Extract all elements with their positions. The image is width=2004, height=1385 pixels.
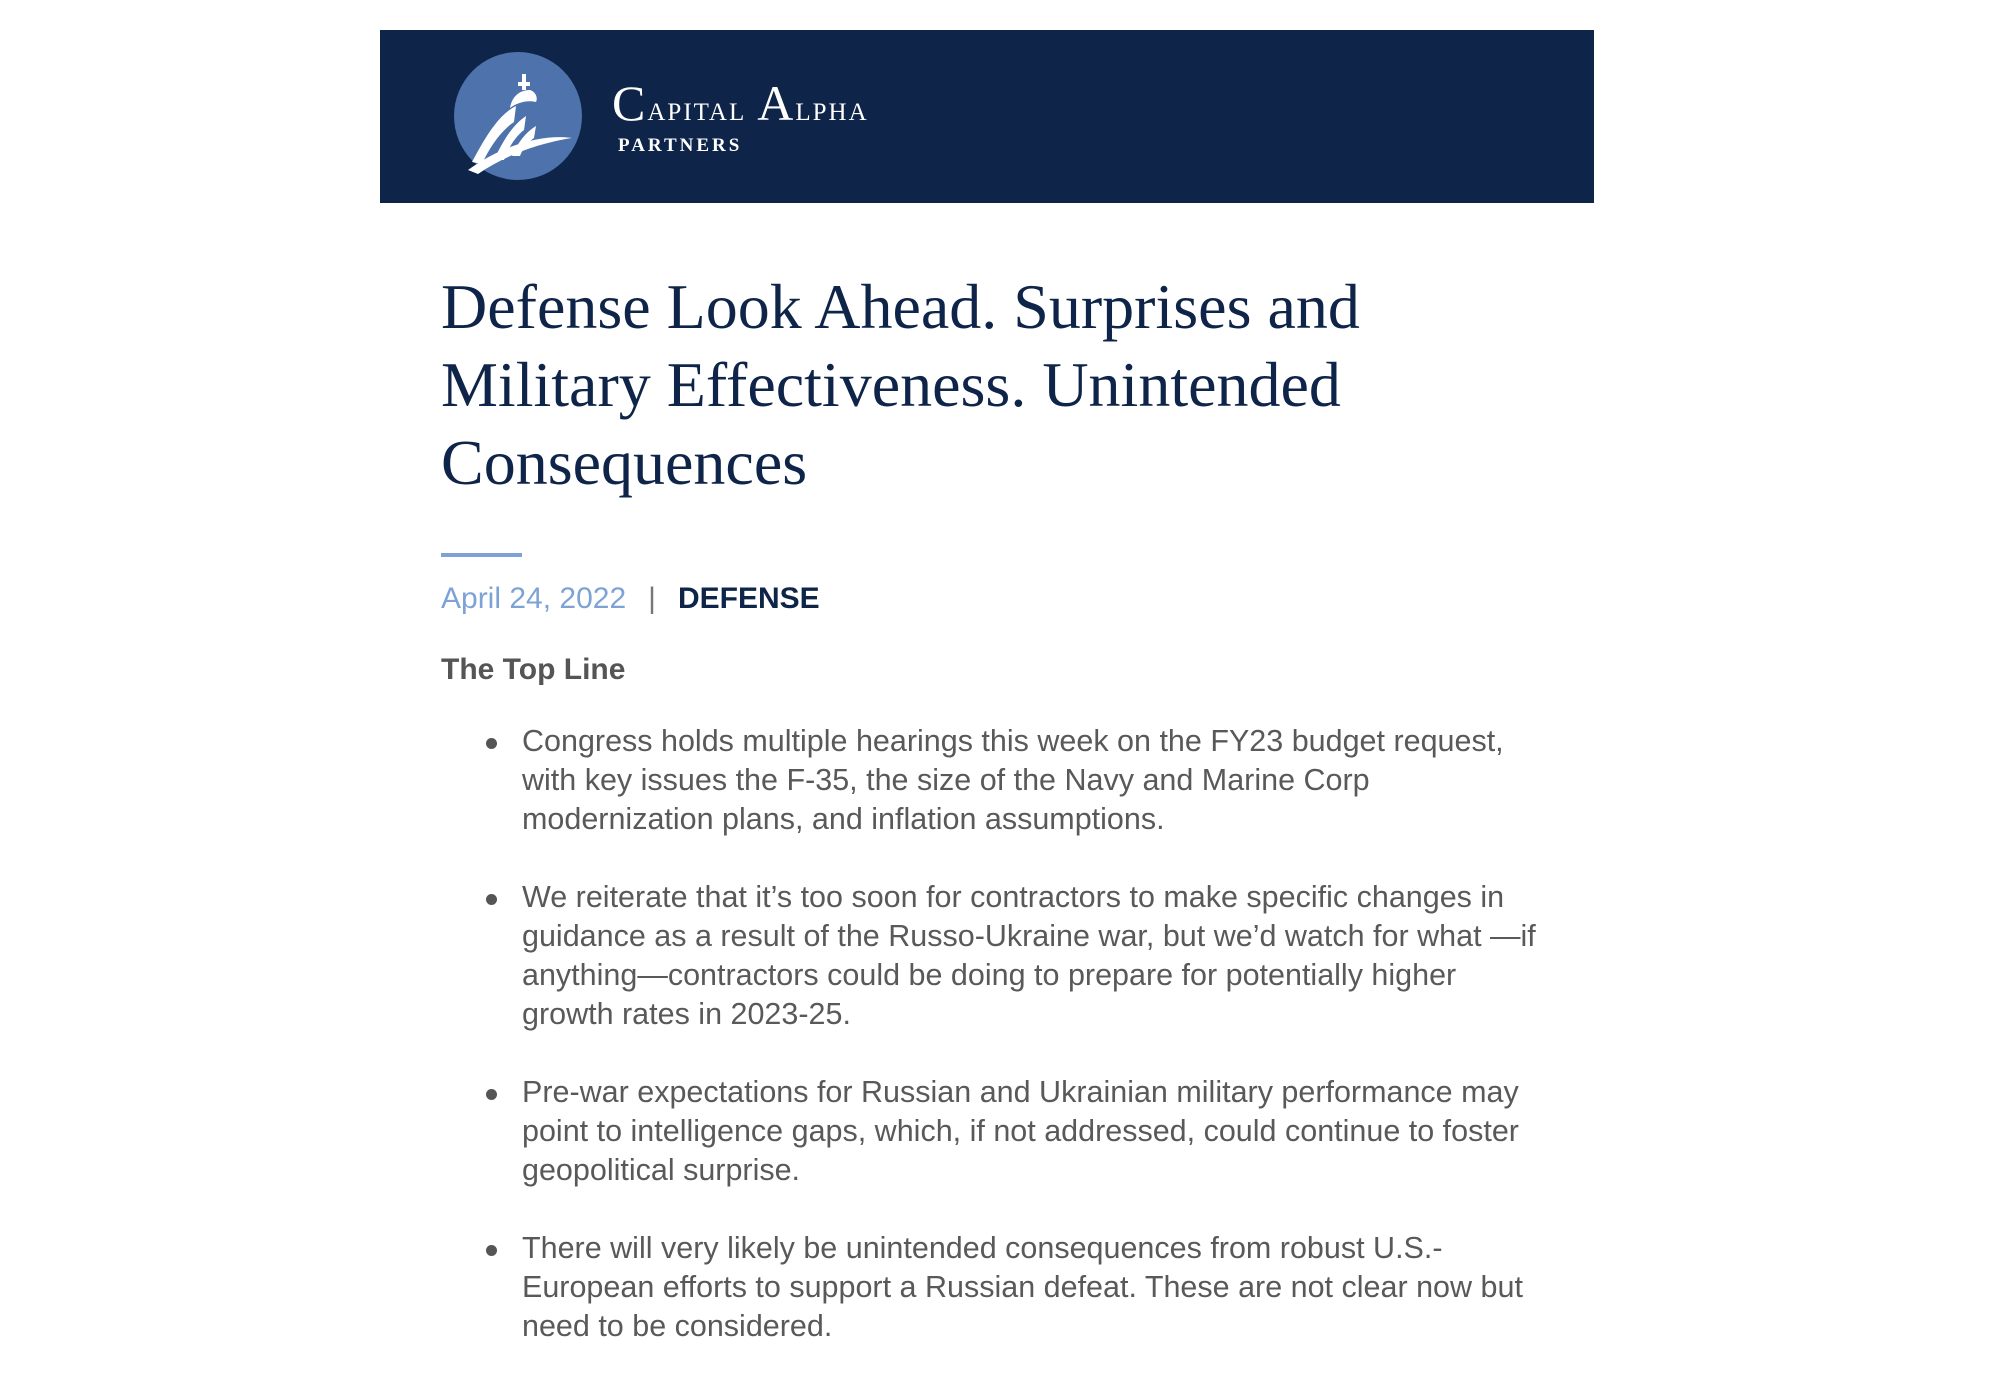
- list-item-text: We reiterate that it’s too soon for contractors to make specific changes in guidance as a result of the Russo-Ukraine war, but we’d watch for what —if anything—contractors could be doing to prepare for potentially higher growth rates in 2023-25.: [522, 880, 1536, 1031]
- brand-header: [380, 30, 1594, 203]
- meta-separator: |: [648, 582, 656, 615]
- article-title: Defense Look Ahead. Surprises and Military Effectiveness. Unintended Consequences: [441, 271, 1360, 498]
- bullet-icon: [486, 894, 497, 905]
- title-divider: [441, 553, 522, 557]
- brand-name: Capital Alpha: [612, 75, 869, 131]
- article-date: April 24, 2022: [441, 582, 627, 615]
- article-category[interactable]: DEFENSE: [677, 582, 820, 615]
- bullet-icon: [486, 738, 497, 749]
- list-item: [482, 722, 1542, 839]
- list-item: [482, 1229, 1542, 1346]
- list-item-text: There will very likely be unintended consequences from robust U.S.-European efforts to support a Russian defeat. These are not clear now but need to be considered.: [522, 1231, 1523, 1343]
- bullet-icon: [486, 1089, 497, 1100]
- brand-subtitle: PARTNERS: [618, 135, 743, 156]
- top-line-list: [482, 722, 1542, 1385]
- list-item-text: Pre-war expectations for Russian and Ukrainian military performance may point to intelligence gaps, which, if not addressed, could continue to foster geopolitical surprise.: [522, 1075, 1519, 1187]
- capitol-dome-logo-icon: [454, 52, 582, 180]
- section-heading: The Top Line: [441, 653, 626, 686]
- article-meta: [441, 579, 820, 619]
- list-item-text: Congress holds multiple hearings this week on the FY23 budget request, with key issues the F-35, the size of the Navy and Marine Corp modernization plans, and inflation assumptions.: [522, 724, 1504, 836]
- bullet-icon: [486, 1245, 497, 1256]
- list-item: [482, 878, 1542, 1034]
- list-item: [482, 1073, 1542, 1190]
